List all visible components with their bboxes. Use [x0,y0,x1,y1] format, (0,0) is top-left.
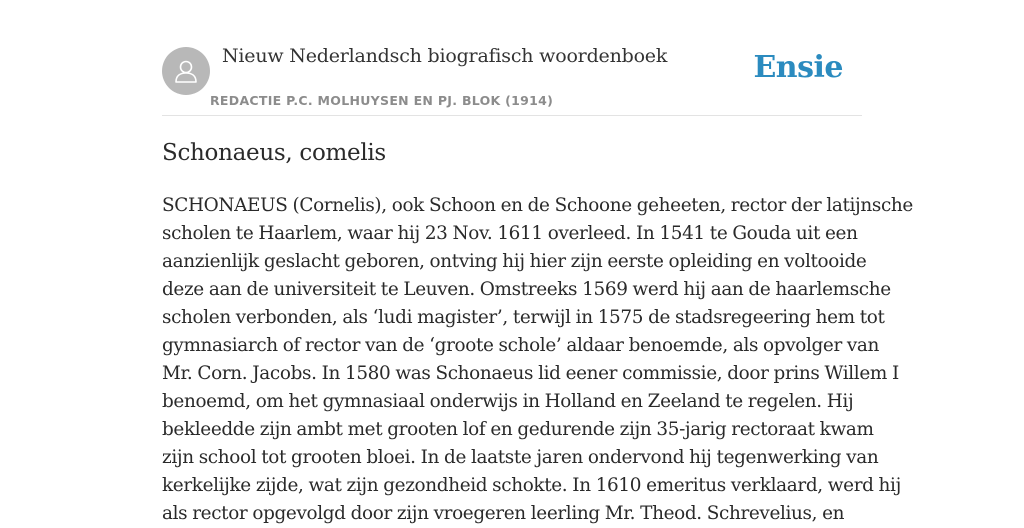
brand-logo[interactable]: Ensie [753,50,843,85]
entry-page [162,0,913,524]
avatar[interactable] [162,47,210,95]
body-line: zijn school tot grooten bloei. In de laatste jaren ondervond hij tegenwerking van [162,447,879,468]
body-line: benoemd, om het gymnasiaal onderwijs in Holland en Zeeland te regelen. Hij [162,391,854,412]
book-title[interactable]: Nieuw Nederlandsch biografisch woordenboek [222,45,668,67]
body-line: scholen te Haarlem, waar hij 23 Nov. 1611 overleed. In 1541 te Gouda uit een [162,223,858,244]
book-header [162,0,862,116]
body-line: als rector opgevolgd door zijn vroegeren leerling Mr. Theod. Schrevelius, en [162,503,845,524]
user-icon [171,56,201,86]
book-editors: REDACTIE P.C. MOLHUYSEN EN PJ. BLOK (1914) [210,93,554,108]
body-line: kerkelijke zijde, wat zijn gezondheid schokte. In 1610 emeritus verklaard, werd hij [162,475,901,496]
body-line: bekleedde zijn ambt met grooten lof en gedurende zijn 35-jarig rectoraat kwam [162,419,874,440]
body-line: Mr. Corn. Jacobs. In 1580 was Schonaeus lid eener commissie, door prins Willem I [162,363,899,384]
body-line: aanzienlijk geslacht geboren, ontving hij hier zijn eerste opleiding en voltooide [162,251,867,272]
body-line: deze aan de universiteit te Leuven. Omstreeks 1569 werd hij aan de haarlemsche [162,279,891,300]
entry-body [162,192,913,528]
body-line: SCHONAEUS (Cornelis), ook Schoon en de Schoone geheeten, rector der latijnsche [162,195,913,216]
body-line: gymnasiarch of rector van de ‘groote schole’ aldaar benoemde, als opvolger van [162,335,880,356]
body-line: scholen verbonden, als ‘ludi magister’, terwijl in 1575 de stadsregeering hem tot [162,307,885,328]
entry-title: Schonaeus, comelis [162,140,386,166]
